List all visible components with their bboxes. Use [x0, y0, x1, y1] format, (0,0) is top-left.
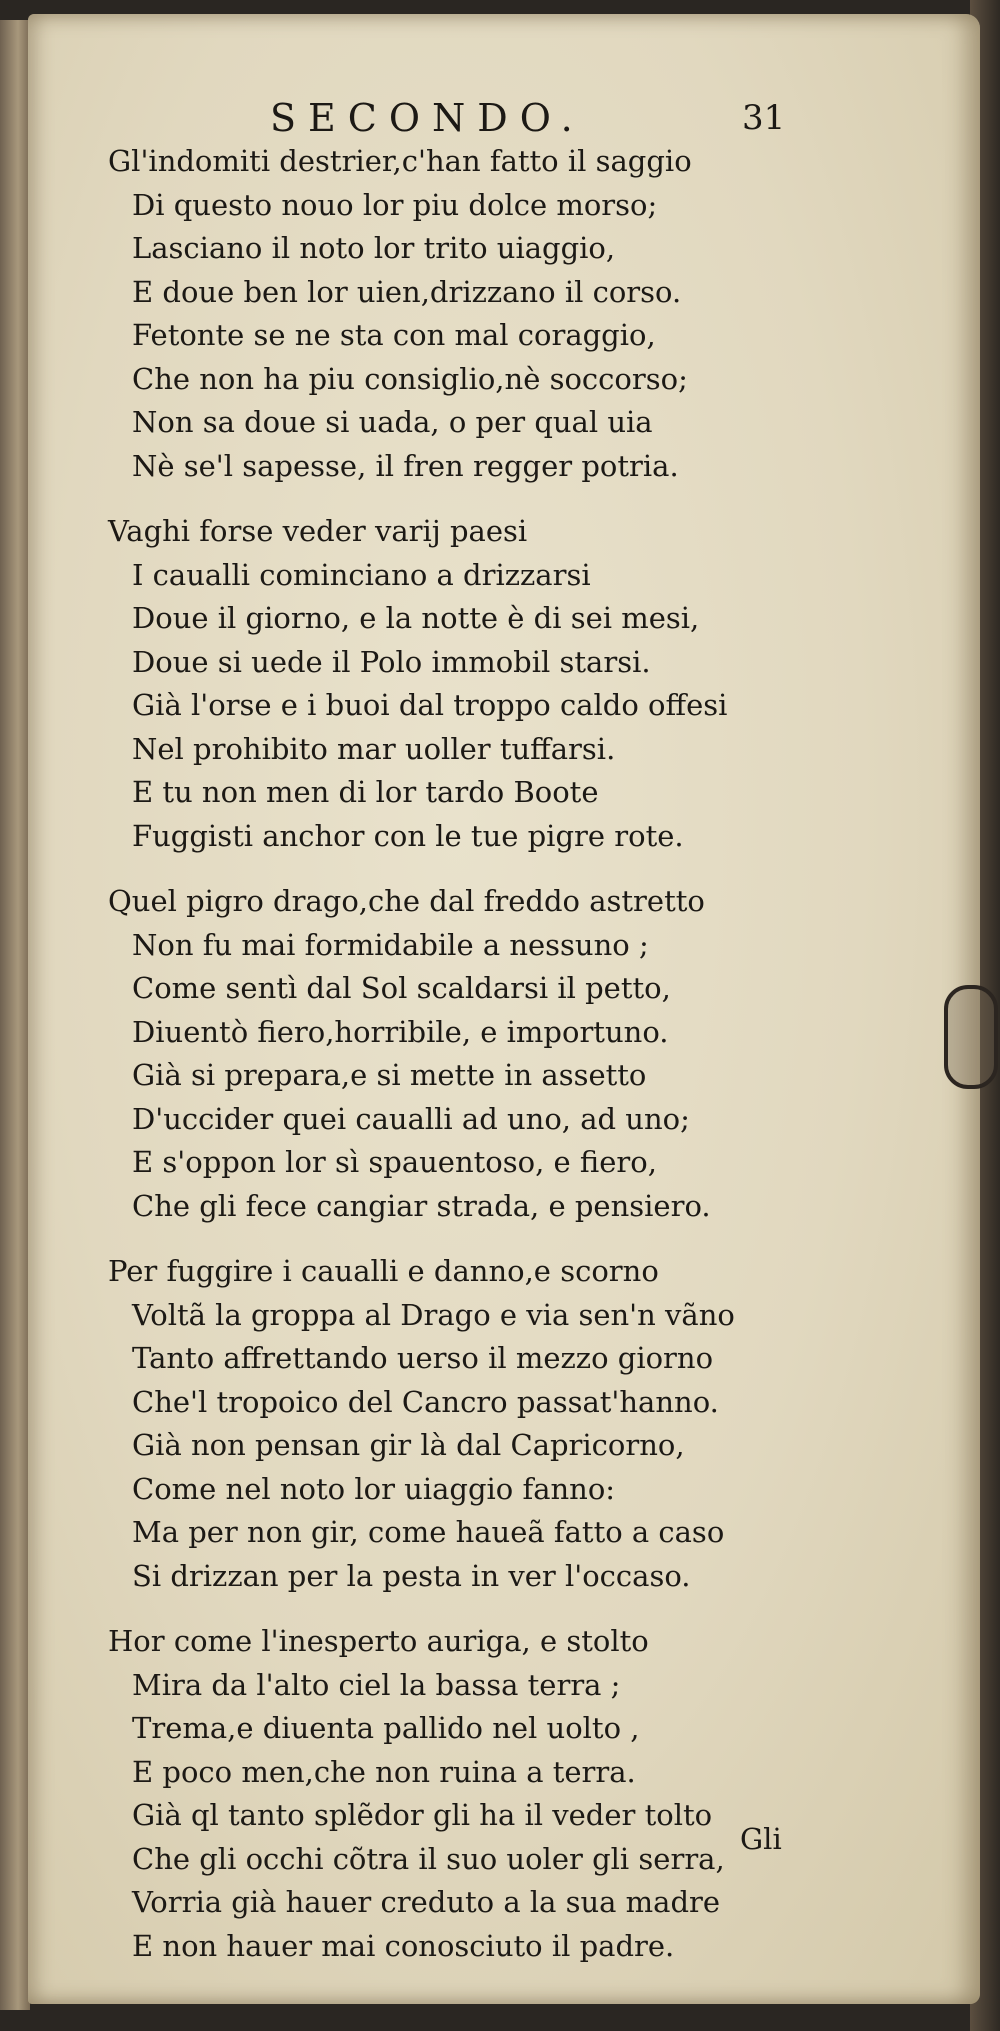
verse-line: D'uccider quei caualli ad uno, ad uno;	[132, 1101, 690, 1136]
stanza-5	[108, 1620, 838, 1968]
verse-line: Di questo nouo lor piu dolce morso;	[132, 187, 658, 222]
verse-line: Fetonte se ne sta con mal coraggio,	[132, 318, 656, 352]
stanza-2	[108, 510, 838, 858]
previous-page-edge	[0, 20, 30, 2010]
verse-line: E poco men,che non ruina a terra.	[132, 1754, 636, 1789]
verse-line: Vorria già hauer creduto a la sua madre	[132, 1885, 721, 1919]
verse-line: Doue si uede il Polo immobil starsi.	[132, 644, 651, 679]
catchword: Gli	[740, 1822, 782, 1856]
verse-line: Mira da l'alto ciel la bassa terra ;	[132, 1667, 621, 1702]
verse-line: Nè se'l sapesse, il fren regger potria.	[132, 448, 679, 483]
verse-line: Tanto affrettando uerso il mezzo giorno	[132, 1341, 714, 1375]
book-clasp-icon	[944, 985, 998, 1089]
verse-line: Che gli occhi cõtra il suo uoler gli serra,	[132, 1841, 725, 1876]
poem-body	[108, 140, 838, 1990]
verse-line: Trema,e diuenta pallido nel uolto ,	[132, 1711, 640, 1745]
page-number: 31	[742, 98, 786, 138]
verse-line: Diuentò fiero,horribile, e importuno.	[132, 1014, 669, 1049]
verse-line: Si drizzan per la pesta in ver l'occaso.	[132, 1558, 691, 1593]
stanza-4	[108, 1250, 838, 1598]
stanza-3	[108, 880, 838, 1228]
verse-line: E doue ben lor uien,drizzano il corso.	[132, 274, 682, 309]
verse-line: Doue il giorno, e la notte è di sei mesi,	[132, 601, 700, 635]
verse-line: Nel prohibito mar uoller tuffarsi.	[132, 731, 616, 766]
verse-line: Vaghi forse veder varij paesi	[108, 514, 528, 548]
verse-line: Già l'orse e i buoi dal troppo caldo offesi	[132, 688, 728, 722]
verse-line: Non fu mai formidabile a nessuno ;	[132, 927, 649, 962]
verse-line: Già si prepara,e si mette in assetto	[132, 1058, 647, 1092]
verse-line: Come sentì dal Sol scaldarsi il petto,	[132, 971, 671, 1005]
verse-line: Voltã la groppa al Drago e via sen'n vãno	[132, 1297, 735, 1332]
verse-line: Quel pigro drago,che dal freddo astretto	[108, 884, 705, 918]
verse-line: Già ql tanto splẽdor gli ha il veder tolto	[132, 1798, 713, 1832]
verse-line: Lasciano il noto lor trito uiaggio,	[132, 231, 616, 265]
verse-line: Non sa doue si uada, o per qual uia	[132, 405, 653, 439]
verse-line: Ma per non gir, come haueã fatto a caso	[132, 1515, 725, 1549]
stanza-1	[108, 140, 838, 488]
verse-line: I caualli cominciano a drizzarsi	[132, 557, 591, 592]
verse-line: Gl'indomiti destrier,c'han fatto il saggio	[108, 144, 692, 178]
verse-line: Che'l tropoico del Cancro passat'hanno.	[132, 1384, 719, 1419]
verse-line: Per fuggire i caualli e danno,e scorno	[108, 1254, 659, 1288]
verse-line: Fuggisti anchor con le tue pigre rote.	[132, 818, 684, 853]
verse-line: Che gli fece cangiar strada, e pensiero.	[132, 1188, 711, 1223]
verse-line: E s'oppon lor sì spauentoso, e fiero,	[132, 1145, 657, 1179]
verse-line: Già non pensan gir là dal Capricorno,	[132, 1428, 685, 1462]
verse-line: E tu non men di lor tardo Boote	[132, 775, 599, 809]
verse-line: E non hauer mai conosciuto il padre.	[132, 1928, 675, 1963]
verse-line: Che non ha piu consiglio,nè soccorso;	[132, 361, 688, 396]
running-head: SECONDO.	[270, 96, 585, 140]
verse-line: Come nel noto lor uiaggio fanno:	[132, 1471, 616, 1506]
verse-line: Hor come l'inesperto auriga, e stolto	[108, 1624, 649, 1658]
